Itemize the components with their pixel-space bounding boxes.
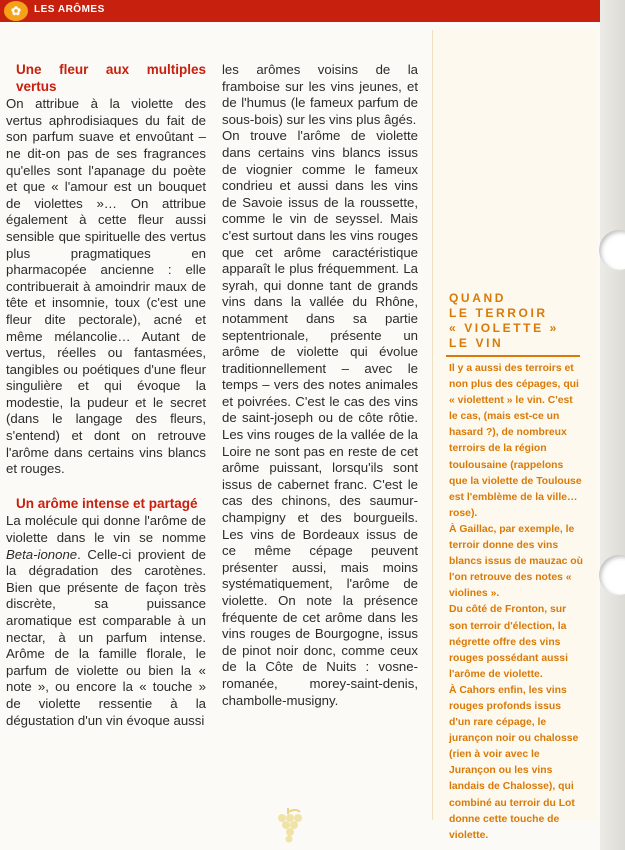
paragraph-text: . Celle-ci provient de la dégradation des carotènes. Bien que présente de façon très discrète, sa puissance aromatique est comparable à un nectar, à un parfum intense. Arôme de la famille florale, le parfum de violette ou bien la « note », ou encore la « touche » de violette ressentie à la dégustation d'un vin évoque aussi bbox=[6, 546, 206, 728]
sidebar-title-line: LE VIN bbox=[449, 336, 504, 350]
paragraph-vins: On trouve l'arôme de violette dans certains vins blancs issus de viognier comme le fameux condrieu et aussi dans les vins de Savoie issus de la roussette, comme le vin de seyssel. Mais c'est surtout dans les vins rouges que cet arôme caractéristique apparaît le plus fréquemment. La syrah, qui donne tant de grands vins dans la vallée du Rhône, notamment dans sa partie septentrionale, présente un arôme de violette qui évolue traditionnellement – avec le temps – vers des notes animales et poivrées. C'est le cas des vins de saint-joseph ou de côte rôtie. Les vins rouges de la vallée de la Loire ne sont pas en reste de cet arôme puissant, lorsqu'ils sont issus de cabernet franc. C'est le cas des chinons, des saumur-champigny et des bourgueils. Les vins de Bordeaux issus de ce même cépage peuvent présenter aussi, mais moins systématiquement, l'arôme de violette. On note la présence fréquente de cet arôme dans les vins rouges de Bourgogne, issus de pinot noir donc, comme ceux de la Côte de Nuits : vosne-romanée, morey-saint-denis, chambolle-musigny. bbox=[222, 128, 418, 708]
flower-logo-icon: ✿ bbox=[4, 1, 28, 21]
article-column-2 bbox=[222, 62, 418, 709]
sidebar-paragraph: Du côté de Fronton, sur son terroir d'élection, la négrette offre des vins rouges possédant aussi l'arôme de violette. bbox=[449, 604, 568, 680]
article-column-1 bbox=[6, 62, 206, 729]
subheading-vertus: Une fleur aux multiples vertus bbox=[16, 62, 206, 94]
subheading-arome-intense: Un arôme intense et partagé bbox=[16, 495, 198, 511]
page-edge bbox=[600, 0, 625, 850]
punch-hole-top bbox=[599, 230, 625, 270]
paragraph-arome-intense bbox=[6, 513, 206, 729]
sidebar-title-line: « VIOLETTE » bbox=[449, 321, 559, 335]
molecule-name: Beta-ionone bbox=[6, 546, 78, 562]
grape-bunch-icon bbox=[268, 806, 308, 846]
sidebar-title bbox=[449, 291, 584, 351]
paragraph-text: La molécule qui donne l'arôme de violette dans le vin se nomme bbox=[6, 513, 206, 546]
sidebar-text bbox=[449, 361, 584, 844]
sidebar-paragraph: À Gaillac, par exemple, le terroir donne des vins blancs issus de mauzac où l'on retrouve des notes « violines ». bbox=[449, 523, 583, 600]
section-title: LES ARÔMES bbox=[34, 4, 105, 15]
paragraph-continuation: les arômes voisins de la framboise sur les vins jeunes, et de l'humus (le fameux parfum de sous-bois) sur les vins plus âgés. bbox=[222, 62, 418, 127]
sidebar-paragraph: À Cahors enfin, les vins rouges profonds issus d'un rare cépage, le jurançon noir ou chalosse (rien à voir avec le Jurançon ou les vins landais de Chalosse), qui combiné au terroir du Lot donne cette touche de violette. bbox=[449, 684, 579, 841]
sidebar-title-line: QUAND bbox=[449, 291, 506, 305]
paragraph-vertus: On attribue à la violette des vertus aphrodisiaques du fait de son parfum suave et envoûtant – ne dit-on pas de ses fragrances qu'elles sont l'apanage du poète et que « l'amour est un bouquet de violettes »… On attribue également à cette fleur aussi sensible que spirituelle des vertus plus pragmatiques en pharmacopée ancienne : elle contribuerait à amoindrir maux de tête et insomnie, toux (c'est une fleur dite pectorale), acné et même mélancolie… Autant de vertus, réelles ou fantasmées, tangibles ou poétiques d'une fleur singulière et qui évoque la modestie, la pudeur et le secret (dans le langage des fleurs, s'entend) et dont on retrouve l'arôme dans certains vins blancs et rouges. bbox=[6, 96, 206, 477]
sidebar-title-line: LE TERROIR bbox=[449, 306, 548, 320]
punch-hole-bottom bbox=[599, 555, 625, 595]
section-header-bar bbox=[0, 0, 600, 22]
sidebar-paragraph: Il y a aussi des terroirs et non plus des cépages, qui « violettent » le vin. C'est le cas, (mais est-ce un hasard ?), de nombreux terroirs de la région toulousaine (rappelons que la violette de Toulouse est l'emblème de la ville… rose). bbox=[449, 363, 582, 519]
sidebar-divider bbox=[446, 355, 580, 357]
